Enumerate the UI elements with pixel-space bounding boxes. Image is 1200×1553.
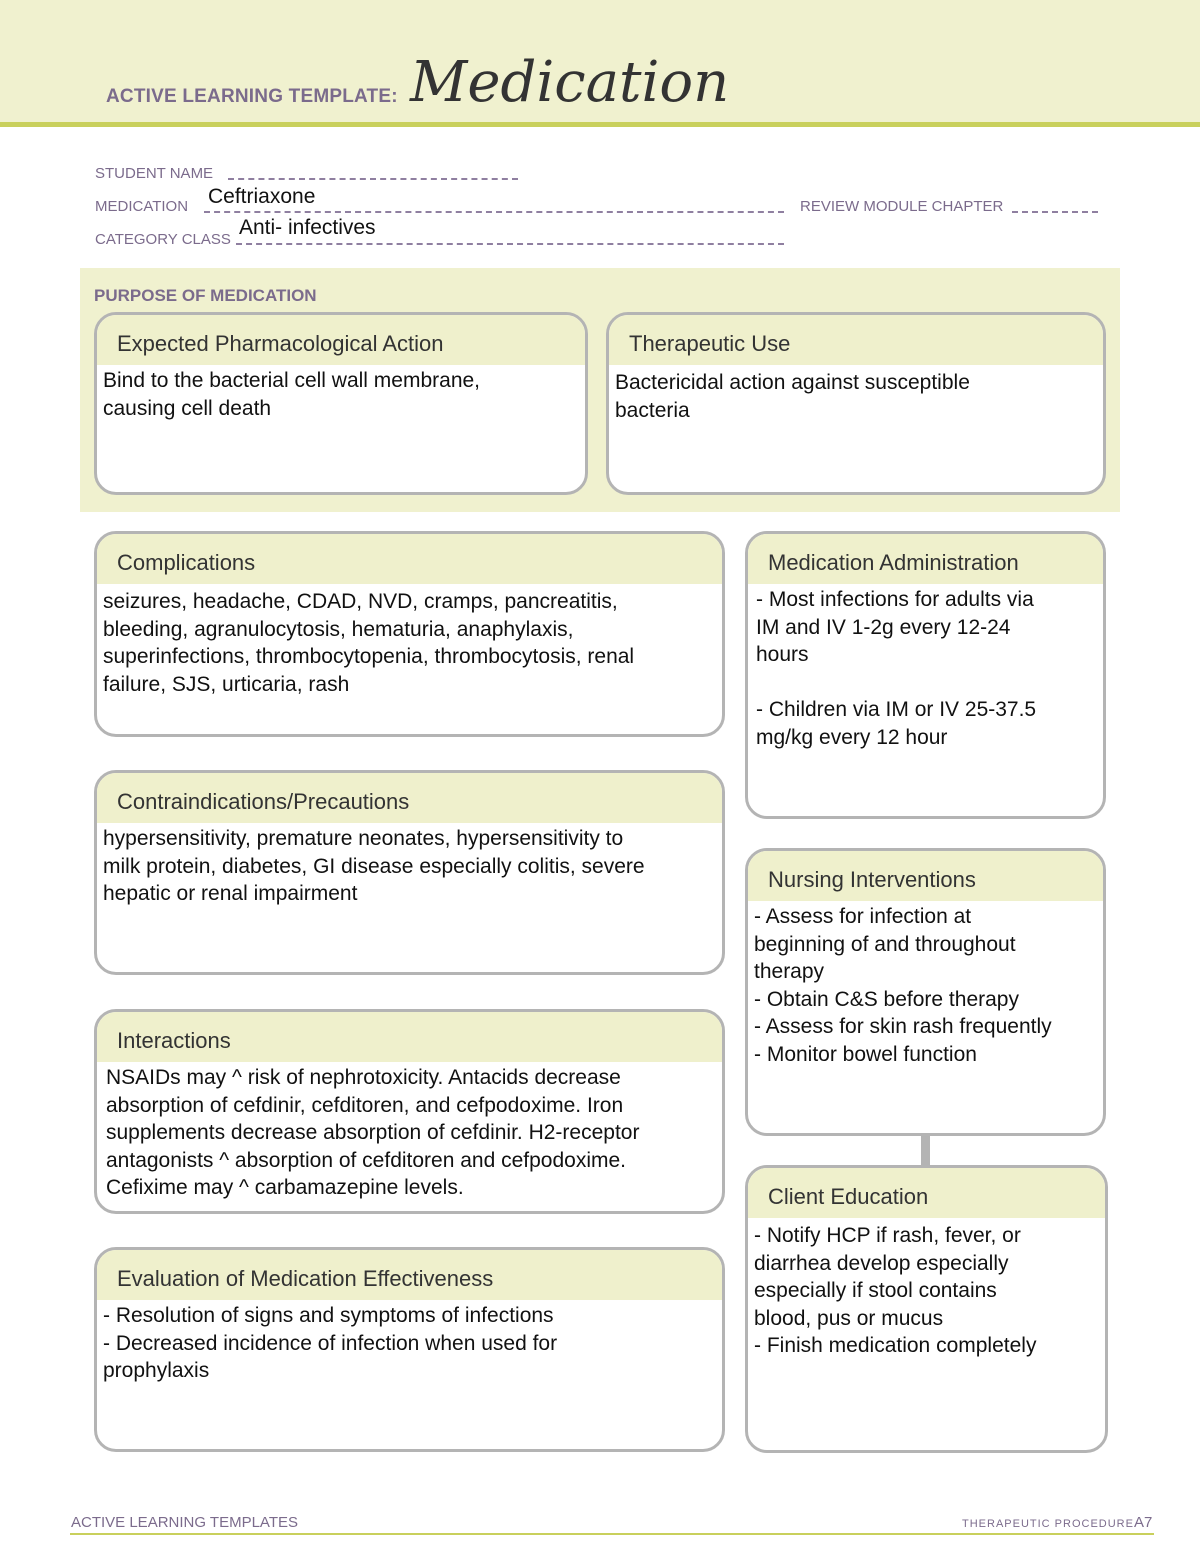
page-number: A7	[1134, 1514, 1153, 1531]
box-title: Interactions	[97, 1012, 722, 1062]
box-title: Client Education	[748, 1168, 1105, 1218]
box-body: NSAIDs may ^ risk of nephrotoxicity. Antacids decrease absorption of cefdinir, cefditoren, and cefpodoxime. Iron supplements decrease absorption of cefdinir. H2-receptor antagonists ^ absorption of cefditoren and cefpodoxime. Cefixime may ^ carbamazepine levels.	[106, 1066, 640, 1199]
box-body: Bind to the bacterial cell wall membrane, causing cell death	[103, 369, 481, 420]
category-class-label: CATEGORY CLASS	[95, 231, 231, 248]
box-body: - Notify HCP if rash, fever, or diarrhea develop especially especially if stool contains blood, pus or mucus - Finish medication completely	[754, 1224, 1037, 1357]
box-body: seizures, headache, CDAD, NVD, cramps, pancreatitis, bleeding, agranulocytosis, hematuria, anaphylaxis, superinfections, thrombocytopenia, thrombocytosis, renal failure, SJS, urticaria, rash	[103, 590, 635, 696]
client-education-box	[745, 1165, 1108, 1453]
medication-administration-box	[745, 531, 1106, 819]
student-name-field[interactable]	[228, 178, 518, 180]
box-title: Medication Administration	[748, 534, 1103, 584]
category-class-value: Anti- infectives	[239, 216, 376, 239]
box-body: - Resolution of signs and symptoms of infections - Decreased incidence of infection when used for prophylaxis	[103, 1304, 558, 1382]
box-title: Nursing Interventions	[748, 851, 1103, 901]
purpose-title: PURPOSE OF MEDICATION	[94, 286, 317, 305]
box-body: Bactericidal action against susceptible bacteria	[615, 371, 970, 422]
box-title: Contraindications/Precautions	[97, 773, 722, 823]
box-title: Complications	[97, 534, 722, 584]
box-body: - Most infections for adults via IM and IV 1-2g every 12-24 hours - Children via IM or IV 25-37.5 mg/kg every 12 hour	[756, 588, 1037, 749]
box-body: hypersensitivity, premature neonates, hypersensitivity to milk protein, diabetes, GI disease especially colitis, severe hepatic or renal impairment	[103, 827, 645, 905]
box-body: - Assess for infection at beginning of and throughout therapy - Obtain C&S before therapy - Assess for skin rash frequently - Monitor bowel function	[754, 905, 1052, 1066]
connector-line	[921, 1134, 930, 1168]
header-divider	[0, 122, 1200, 127]
box-title: Evaluation of Medication Effectiveness	[97, 1250, 722, 1300]
therapeutic-use-box	[606, 312, 1106, 495]
medication-value: Ceftriaxone	[208, 185, 316, 208]
review-module-label: REVIEW MODULE CHAPTER	[800, 198, 1004, 215]
evaluation-box	[94, 1247, 725, 1452]
interactions-box	[94, 1009, 725, 1214]
medication-label: MEDICATION	[95, 198, 189, 215]
box-title: Expected Pharmacological Action	[97, 315, 585, 365]
template-label: ACTIVE LEARNING TEMPLATE:	[106, 86, 398, 107]
student-name-label: STUDENT NAME	[95, 165, 214, 182]
footer-right: THERAPEUTIC PROCEDURE	[962, 1518, 1134, 1530]
footer-divider	[70, 1533, 1154, 1535]
page-title: Medication	[410, 50, 730, 115]
nursing-interventions-box	[745, 848, 1106, 1136]
review-module-field[interactable]	[1012, 211, 1098, 213]
category-class-field[interactable]	[236, 243, 784, 245]
expected-action-box	[94, 312, 588, 495]
medication-field[interactable]	[204, 211, 784, 213]
footer-left: ACTIVE LEARNING TEMPLATES	[71, 1514, 298, 1531]
contraindications-box	[94, 770, 725, 975]
box-title: Therapeutic Use	[609, 315, 1103, 365]
complications-box	[94, 531, 725, 737]
